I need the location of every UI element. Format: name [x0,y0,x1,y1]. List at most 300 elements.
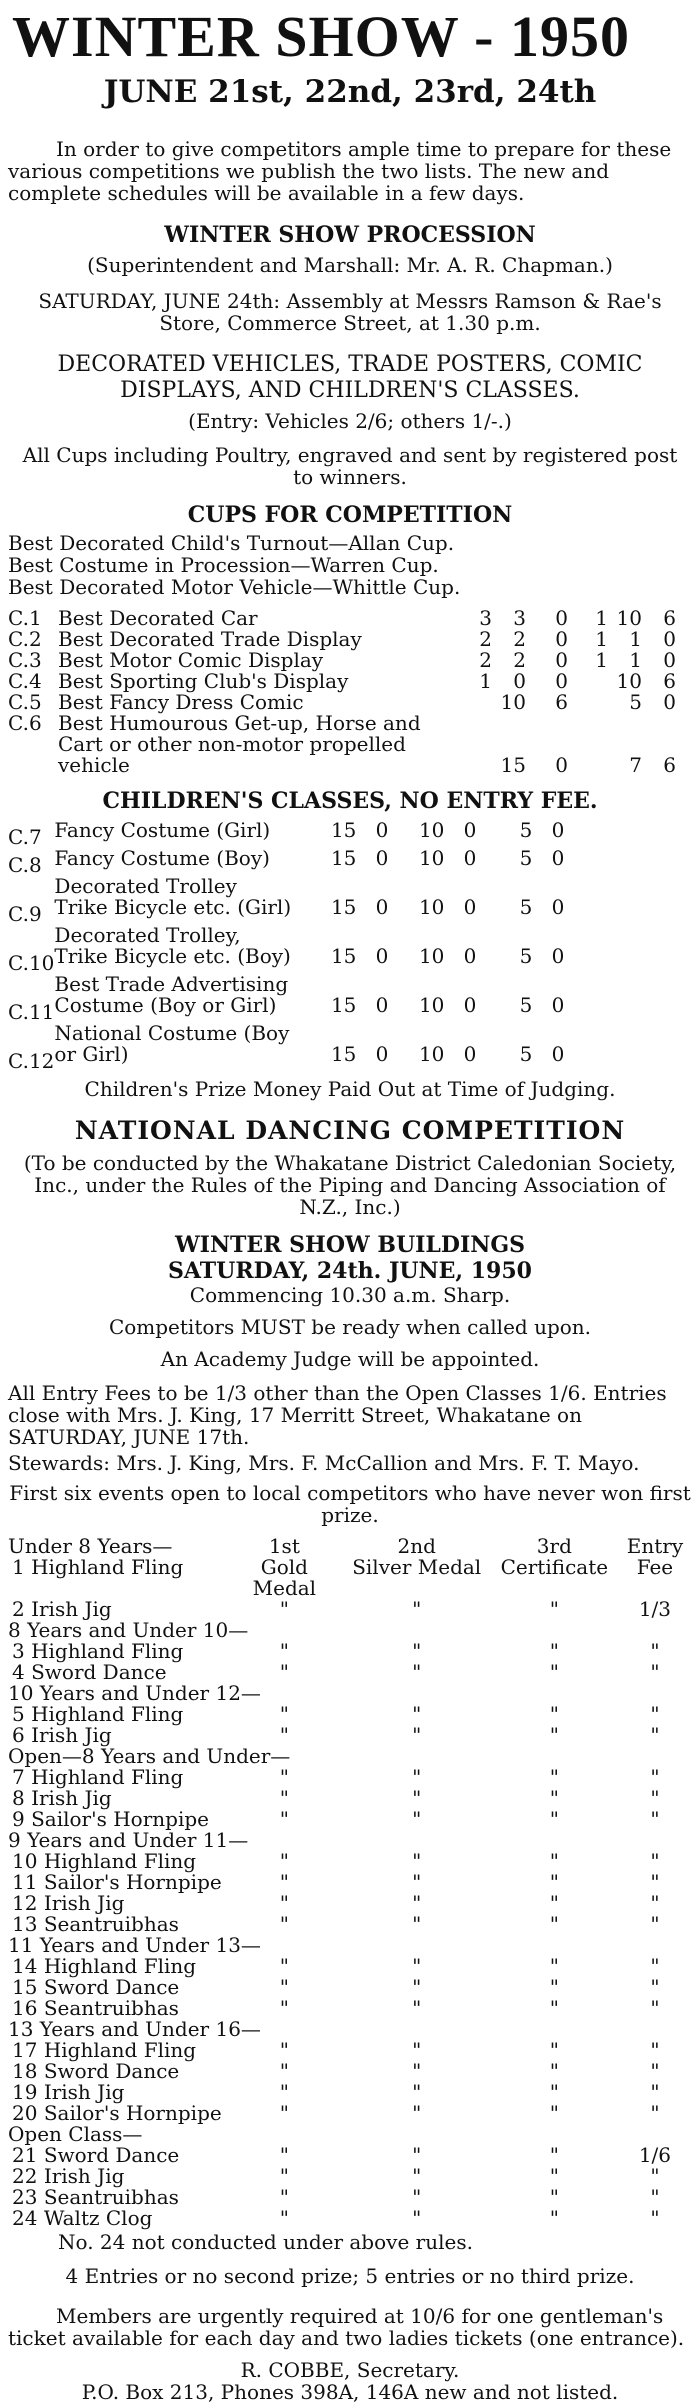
class-code: C.5 [8,690,42,714]
dancing-judge: An Academy Judge will be appointed. [160,1347,540,1371]
ditto-mark: " [650,1639,660,1663]
prize-value: 10 [418,895,445,919]
ditto-mark: " [412,1597,422,1621]
class-code: C.6 [8,711,42,735]
table-row [8,2061,692,2082]
ditto-mark: " [412,1639,422,1663]
table-row [8,692,676,713]
cups-engraved-note: All Cups including Poultry, engraved and sent by registered post to winners. [22,443,678,489]
event-name: Waltz Clog [43,2206,153,2230]
cup-item: Best Costume in Procession—Warren Cup. [8,553,439,577]
event-name: Irish Jig [31,1786,112,1810]
class-code: C.11 [8,1000,55,1024]
secretary-line: R. COBBE, Secretary. [240,2358,460,2382]
table-row [8,2187,692,2208]
event-cell [8,1557,226,1599]
event-number: 12 [12,1891,38,1915]
ditto-mark: " [549,1954,559,1978]
table-row [8,608,676,629]
event-number: 18 [12,2059,38,2083]
event-number: 21 [12,2143,38,2167]
ditto-mark: " [549,1912,559,1936]
event-cell [8,2208,226,2229]
group-row [8,1683,692,1704]
ditto-mark: " [279,2080,289,2104]
table-row [8,1704,692,1725]
dancing-stewards: Stewards: Mrs. J. King, Mrs. F. McCallion and Mrs. F. T. Mayo. [8,1451,640,1475]
prize-value: 5 [519,846,533,870]
ditto-mark: " [412,1975,422,1999]
event-name: Highland Fling [43,2038,197,2062]
class-code: C.4 [8,669,42,693]
event-cell [8,1788,226,1809]
event-name: Seantruibhas [43,2185,179,2209]
event-number: 19 [12,2080,38,2104]
assembly-line: SATURDAY, JUNE 24th: Assembly at Messrs Ramson & Rae's Store, Commerce Street, at 1.30 p.m. [38,289,662,335]
ditto-mark: " [549,1786,559,1810]
prize-value: 0 [555,753,568,777]
prize-value: 10 [418,993,445,1017]
group-label: Under 8 Years— [8,1534,173,1558]
ditto-mark: " [650,1996,660,2020]
prize-value: 5 [629,690,642,714]
class-code: C.2 [8,627,42,651]
prize-value: 0 [463,993,477,1017]
event-name: Highland Fling [31,1702,184,1726]
prize-value: 10 [500,690,526,714]
prize-value: 3 [513,606,526,630]
event-name: Sailor's Hornpipe [43,1870,222,1894]
prize-value: 15 [330,818,357,842]
ditto-mark: " [412,1891,422,1915]
ditto-mark: " [279,2143,289,2167]
cups-table [8,608,676,776]
ditto-mark: " [412,1849,422,1873]
ditto-mark: " [549,2101,559,2125]
ditto-mark: " [279,1639,289,1663]
dancing-fees: All Entry Fees to be 1/3 other than the Open Classes 1/6. Entries close with Mrs. J. King, 17 Merritt Street, Whakatane on SATURDAY, JUNE 17th. [8,1381,667,1449]
ditto-mark: " [412,2080,422,2104]
class-description: Best Trade Advertising Costume (Boy or Girl) [54,972,289,1017]
ditto-mark: " [279,1807,289,1831]
event-cell [8,2040,226,2061]
class-description: Best Fancy Dress Comic [58,690,304,714]
table-row [8,1872,692,1893]
class-code: C.10 [8,951,55,975]
prize-note: 4 Entries or no second prize; 5 entries or no third prize. [65,2264,635,2288]
class-description: Best Humourous Get-up, Horse and Cart or other non-motor propelled vehicle [58,711,421,777]
table-row [8,1599,692,1620]
ditto-mark: " [279,2185,289,2209]
intro-paragraph: In order to give competitors ample time to prepare for these various competitions we publish the two lists. The new and complete schedules will be available in a few days. [8,137,672,205]
children-table [8,820,564,1072]
table-row [8,1893,692,1914]
table-row [8,1767,692,1788]
class-description: Best Motor Comic Display [58,648,324,672]
table-row [8,1809,692,1830]
ditto-mark: " [549,1597,559,1621]
event-name: Irish Jig [43,2164,125,2188]
column-header: Entry [626,1534,684,1558]
prize-value: 0 [551,846,565,870]
prize-value: 0 [463,846,477,870]
column-subheader: Silver Medal [352,1555,482,1579]
ditto-mark: " [650,1786,660,1810]
group-label: Open Class— [8,2122,143,2146]
prize-value [466,692,492,713]
ditto-mark: " [650,2059,660,2083]
prize-value: 0 [663,690,676,714]
prize-value: 6 [663,606,676,630]
column-subheader: Certificate [500,1555,609,1579]
prize-value: 0 [551,944,565,968]
ditto-mark: " [549,2206,559,2230]
prize-value: 0 [375,1042,389,1066]
ditto-mark: " [279,1996,289,2020]
prize-value: 7 [629,753,642,777]
table-row [8,1851,692,1872]
ditto-mark: " [549,1660,559,1684]
table-row [8,1662,692,1683]
prize-value: 15 [330,993,357,1017]
event-cell [8,1704,226,1725]
prize-value: 0 [663,648,676,672]
event-cell [8,2145,226,2166]
ditto-mark: " [650,2038,660,2062]
event-cell [8,2166,226,2187]
cup-item: Best Decorated Motor Vehicle—Whittle Cup. [8,575,461,599]
prize-value: 5 [519,993,533,1017]
table-row [8,671,676,692]
prize-value [568,671,608,692]
column-subheader: Gold Medal [252,1555,317,1600]
event-number: 20 [12,2101,38,2125]
ditto-mark: " [412,1870,422,1894]
ditto-mark: " [412,1807,422,1831]
event-cell [8,2103,226,2124]
prize-value: 10 [418,944,445,968]
cups-list [8,532,692,598]
ditto-mark: " [650,2185,660,2209]
event-cell [8,1809,226,1830]
ditto-mark: " [279,2059,289,2083]
ditto-mark: " [549,1849,559,1873]
group-row [8,1830,692,1851]
group-label: 13 Years and Under 16— [8,2017,261,2041]
event-name: Highland Fling [43,1954,197,1978]
ditto-mark: " [412,1765,422,1789]
class-code: C.12 [8,1049,55,1073]
ditto-mark: " [549,2080,559,2104]
ditto-mark: " [549,2164,559,2188]
prize-value: 1 [629,648,642,672]
class-description: National Costume (Boy or Girl) [54,1021,290,1066]
event-name: Highland Fling [43,1849,197,1873]
event-number: 11 [12,1870,38,1894]
ditto-mark: " [412,2143,422,2167]
ditto-mark: " [549,1765,559,1789]
class-description: Fancy Costume (Girl) [54,818,271,842]
ditto-mark: " [279,1870,289,1894]
group-row [8,2019,692,2040]
prize-value: 0 [663,627,676,651]
ditto-mark: " [279,2206,289,2230]
table-row [8,2145,692,2166]
ditto-mark: " [412,1996,422,2020]
page-title: WINTER SHOW - 1950 [12,4,630,69]
prize-value: 0 [463,944,477,968]
table-row [8,876,564,925]
event-name: Highland Fling [31,1639,184,1663]
prize-value: 10 [418,818,445,842]
prize-value: 0 [551,1042,565,1066]
class-code: C.1 [8,606,42,630]
table-row [8,2166,692,2187]
table-row [8,1998,692,2019]
ditto-mark: " [412,2206,422,2230]
ditto-mark: " [650,2164,660,2188]
class-description: Fancy Costume (Boy) [54,846,270,870]
event-name: Irish Jig [31,1723,112,1747]
prize-value: 5 [519,818,533,842]
po-box-line: P.O. Box 213, Phones 398A, 146A new and not listed. [81,2380,619,2404]
class-code: C.9 [8,902,42,926]
event-cell [8,1662,226,1683]
header-row [8,1536,692,1557]
table-row [8,820,564,848]
prize-value: 0 [375,944,389,968]
ditto-mark: " [279,1975,289,1999]
ditto-mark: " [279,1597,289,1621]
table-row [8,1914,692,1935]
ditto-mark: " [279,1891,289,1915]
event-number: 5 [12,1702,25,1726]
prize-value [466,713,492,776]
ditto-mark: " [279,1723,289,1747]
ditto-mark: " [549,2038,559,2062]
event-cell [8,1914,226,1935]
ditto-mark: " [549,1639,559,1663]
dancing-first-six: First six events open to local competitors who have never won first prize. [9,1481,691,1527]
ditto-mark: " [279,1954,289,1978]
column-header: 1st [268,1534,300,1558]
table-row [8,713,676,776]
ditto-mark: " [549,1975,559,1999]
group-row [8,2124,692,2145]
event-name: Irish Jig [43,2080,125,2104]
prize-value: 1 [595,627,608,651]
ditto-mark: " [412,2185,422,2209]
event-cell [8,1767,226,1788]
event-cell [8,2187,226,2208]
group-row [8,1746,692,1767]
prize-value: 15 [330,944,357,968]
group-label: 8 Years and Under 10— [8,1618,249,1642]
entry-fee: 1/6 [638,2143,672,2167]
event-number: 16 [12,1996,38,2020]
event-cell [8,1998,226,2019]
event-number: 4 [12,1660,25,1684]
ditto-mark: " [549,1870,559,1894]
event-cell [8,1641,226,1662]
ditto-mark: " [650,1954,660,1978]
event-name: Highland Fling [31,1765,184,1789]
ditto-mark: " [412,2059,422,2083]
ditto-mark: " [412,2164,422,2188]
table-row [8,629,676,650]
prize-value: 6 [663,753,676,777]
event-cell [8,1872,226,1893]
ditto-mark: " [650,1765,660,1789]
dancing-venue: WINTER SHOW BUILDINGS [174,1232,526,1258]
event-name: Sword Dance [43,2143,180,2167]
prize-value: 6 [555,690,568,714]
event-name: Sailor's Hornpipe [43,2101,222,2125]
event-number: 1 [12,1555,25,1579]
event-name: Highland Fling [31,1555,184,1579]
prize-value: 0 [375,846,389,870]
event-cell [8,1956,226,1977]
table-row [8,2082,692,2103]
prize-value: 5 [519,1042,533,1066]
members-note: Members are urgently required at 10/6 for one gentleman's ticket available for each day and two ladies tickets (one entrance). [8,2304,685,2350]
children-note: Children's Prize Money Paid Out at Time of Judging. [84,1077,616,1101]
ditto-mark: " [279,1912,289,1936]
table-row [8,2040,692,2061]
entry-fee: 1/3 [638,1597,672,1621]
ditto-mark: " [279,2101,289,2125]
group-label: 9 Years and Under 11— [8,1828,249,1852]
prize-value: 3 [479,606,492,630]
event-name: Seantruibhas [43,1996,179,2020]
prize-value: 0 [555,606,568,630]
prize-value: 0 [555,648,568,672]
ditto-mark: " [279,1660,289,1684]
ditto-mark: " [650,1702,660,1726]
procession-heading: WINTER SHOW PROCESSION [164,222,536,248]
group-label: 10 Years and Under 12— [8,1681,261,1705]
prize-value [568,692,608,713]
ditto-mark: " [549,2059,559,2083]
prize-value: 15 [330,895,357,919]
prize-value: 0 [551,895,565,919]
prize-value: 2 [513,648,526,672]
event-name: Sword Dance [43,2059,180,2083]
prize-value: 2 [479,627,492,651]
event-number: 23 [12,2185,38,2209]
prize-value: 15 [330,1042,357,1066]
event-cell [8,1725,226,1746]
ditto-mark: " [279,2164,289,2188]
dancing-date: SATURDAY, 24th. JUNE, 1950 [168,1258,532,1284]
ditto-mark: " [279,1786,289,1810]
event-number: 22 [12,2164,38,2188]
event-number: 8 [12,1786,25,1810]
event-name: Sword Dance [43,1975,180,1999]
ditto-mark: " [412,2101,422,2125]
table-row [8,848,564,876]
event-cell [8,1893,226,1914]
class-description: Best Sporting Club's Display [58,669,349,693]
prize-value: 10 [616,606,642,630]
class-description: Best Decorated Trade Display [58,627,362,651]
ditto-mark: " [279,1849,289,1873]
event-number: 10 [12,1849,38,1873]
ditto-mark: " [279,2038,289,2062]
prize-value: 0 [375,895,389,919]
class-code: C.3 [8,648,42,672]
prize-value: 0 [555,669,568,693]
group-label: Open—8 Years and Under— [8,1744,291,1768]
event-number: 7 [12,1765,25,1789]
column-subheader: Fee [636,1555,674,1579]
prize-value: 10 [616,669,642,693]
prize-value: 10 [418,1042,445,1066]
table-row [8,2208,692,2229]
ditto-mark: " [650,1912,660,1936]
ditto-mark: " [279,1702,289,1726]
prize-value: 6 [663,669,676,693]
prize-value: 5 [519,944,533,968]
page-subtitle: JUNE 21st, 22nd, 23rd, 24th [103,74,597,110]
table-row [8,650,676,671]
ditto-mark: " [549,1702,559,1726]
group-row [8,1620,692,1641]
class-code: C.8 [8,853,42,877]
class-description: Decorated Trolley, Trike Bicycle etc. (Boy) [54,923,291,968]
table-row [8,1641,692,1662]
superintendent-line: (Superintendent and Marshall: Mr. A. R. Chapman.) [87,253,613,277]
ditto-mark: " [549,2185,559,2209]
ditto-mark: " [549,1723,559,1747]
cup-item: Best Decorated Child's Turnout—Allan Cup. [8,531,455,555]
dance-events-table [8,1536,692,2229]
table-row [8,1023,564,1072]
prize-value: 0 [375,993,389,1017]
ditto-mark: " [650,1807,660,1831]
event-number: 17 [12,2038,38,2062]
column-header: 2nd [397,1534,436,1558]
event-number: 9 [12,1807,25,1831]
prize-value: 10 [418,846,445,870]
prize-value: 0 [551,993,565,1017]
ditto-mark: " [650,2080,660,2104]
prize-value: 0 [463,818,477,842]
prize-value: 2 [513,627,526,651]
categories-line: DECORATED VEHICLES, TRADE POSTERS, COMIC DISPLAYS, AND CHILDREN'S CLASSES. [57,352,643,403]
event-number: 3 [12,1639,25,1663]
table-row [8,1788,692,1809]
prize-value: 1 [629,627,642,651]
prize-value: 0 [551,818,565,842]
prize-value: 2 [479,648,492,672]
prize-value [568,713,608,776]
ditto-mark: " [412,2038,422,2062]
table-row [8,1725,692,1746]
event-cell [8,2061,226,2082]
ditto-mark: " [412,1786,422,1810]
event-cell [8,1977,226,1998]
ditto-mark: " [549,2143,559,2167]
event-number: 14 [12,1954,38,1978]
table-row [8,2103,692,2124]
ditto-mark: " [412,1954,422,1978]
event-number: 6 [12,1723,25,1747]
note-24: No. 24 not conducted under above rules. [58,2230,473,2254]
event-name: Sailor's Hornpipe [31,1807,209,1831]
prize-value: 1 [595,606,608,630]
ditto-mark: " [650,1723,660,1747]
